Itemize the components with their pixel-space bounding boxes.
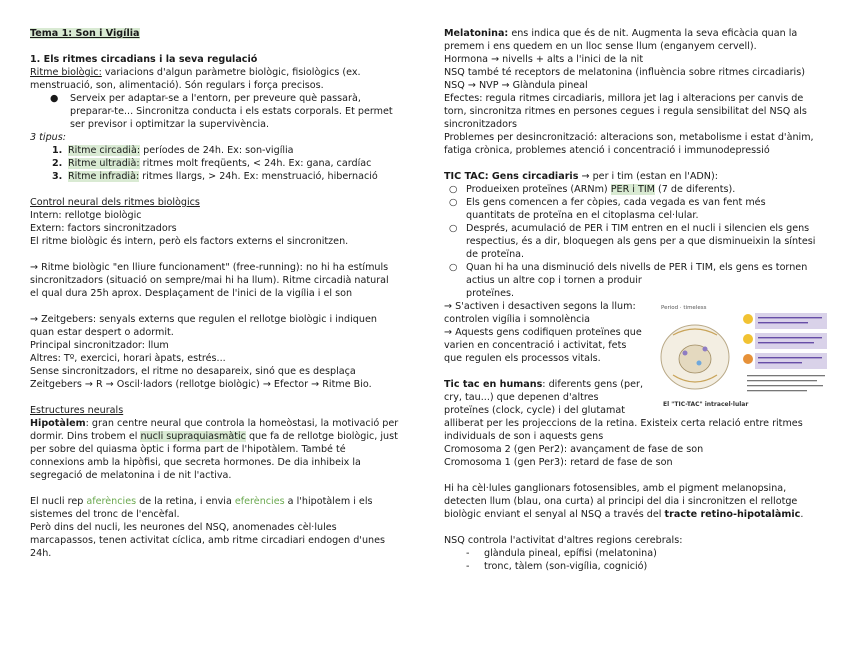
right-column <box>444 27 829 573</box>
step-box <box>755 353 827 369</box>
tic-tac-heading: TIC TAC: Gens circadiaris → per i tim (estan en l'ADN): <box>444 171 718 182</box>
dash-bullet-icon: - <box>466 548 470 559</box>
text-line: detecten llum (blau, ona curta) al principi del dia i sincronitzen el rellotge <box>444 496 798 507</box>
figure-title: Period · timeless <box>661 305 707 311</box>
step-line <box>758 317 822 318</box>
step-marker <box>743 354 753 364</box>
left-column <box>30 27 410 560</box>
text-line: controlen vigília i somnolència <box>444 314 590 325</box>
type-name: Ritme circadià: <box>68 145 141 156</box>
hipotalem-line: Hipotàlem: gran centre neural que controla la homeòstasi, la motivació per <box>30 418 399 429</box>
list-item: ○ Després, acumulació de PER i TIM entren en el nucli i silencien els gens respectius, és a dir, bloquegen als gens per a que disminueixin la síntesi de proteïna. <box>449 223 816 260</box>
text-line: cry, tau...) que depenen d'altres <box>444 392 599 403</box>
text-line: torn, sincronitza ritmes en persones cegues i regula sensibilitat del NSQ als <box>444 106 807 117</box>
text-line: varien en concentració i activitat, fets <box>444 340 627 351</box>
text-line: menstruació, son, alimentació). Són regulars i força precisos. <box>30 80 324 91</box>
type-number: 1. <box>52 145 63 156</box>
type-item <box>30 170 410 183</box>
note-line <box>747 390 807 391</box>
type-item <box>30 157 410 170</box>
text-line: Intern: rellotge biològic <box>30 210 142 221</box>
text-line: Problemes per desincronització: alteracions son, metabolisme i estat d'ànim, <box>444 132 814 143</box>
note-line <box>747 385 823 386</box>
text-line: dormir. Dins trobem el nucli supraquiasmàtic que fa de rellotge biològic, just <box>30 431 398 442</box>
text-line: Altres: Tº, exercici, horari àpats, estrés... <box>30 353 226 364</box>
list-item: ○ Els gens comencen a fer còpies, cada vegada es van fent més quantitats de proteïna en el citoplasma cel·lular. <box>449 197 766 221</box>
melatonina-line: Melatonina: ens indica que és de nit. Augmenta la seva eficàcia quan la <box>444 28 798 39</box>
text-line: que regulen els processos vitals. <box>444 353 601 364</box>
nucli-line: El nucli rep aferències de la retina, i envia eferències a l'hipotàlem i els <box>30 496 373 507</box>
tic-tac-figure <box>655 305 830 410</box>
text-line: el qual dura 25h aprox. Desplaçament de l'inici de la vigília i el son <box>30 288 353 299</box>
text-line: NSQ → NVP → Glàndula pineal <box>444 80 588 91</box>
text-line: premem i ens quedem en un lloc sense llum (enganyem cervell). <box>444 41 757 52</box>
text-line: Però dins del nucli, les neurones del NSQ, anomenades cèl·lules <box>30 522 337 533</box>
ritme-biologic-line: Ritme biològic: variacions d'algun paràmetre biològic, fisiològics (ex. <box>30 67 361 78</box>
nsq-item: - tronc, tàlem (son-vigília, cognició) <box>466 561 648 572</box>
type-desc: ritmes llargs, > 24h. Ex: menstruació, hibernació <box>139 171 378 182</box>
figure-caption: El "TIC-TAC" intracel·lular <box>663 401 749 408</box>
list-item: ○ Produeixen proteïnes (ARNm) PER i TIM (7 de diferents). <box>449 184 736 195</box>
type-number: 2. <box>52 158 63 169</box>
text-line: Cromosoma 2 (gen Per2): avançament de fase de son <box>444 444 704 455</box>
text-line: Extern: factors sincronitzadors <box>30 223 177 234</box>
list-item: ○ Quan hi ha una disminució dels nivells de PER i TIM, els gens es tornen actius un altre cop i tornen a produir proteïnes. <box>449 262 808 299</box>
step-line <box>758 357 822 358</box>
text-line: sistemes del tronc de l'encèfal. <box>30 509 180 520</box>
text-line: biològic enviant el senyal al NSQ a través del tracte retino-hipotalàmic. <box>444 509 804 520</box>
tipus-label: 3 tipus: <box>30 132 66 143</box>
step-line <box>758 342 814 343</box>
text-line: El ritme biològic és intern, però els factors externs el sincronitzen. <box>30 236 349 247</box>
activation-block <box>444 300 649 417</box>
text-line: sincronitzadors (situació on sempre/mai hi ha llum). Ritme circadià natural <box>30 275 389 286</box>
control-heading: Control neural dels ritmes biològics <box>30 197 200 208</box>
protein-dot <box>703 347 708 352</box>
text-line: per sobre del quiasma òptic i forma part de l'hipotàlem. També té <box>30 444 346 455</box>
section-heading: 1. Els ritmes circadians i la seva regulació <box>30 54 258 65</box>
circle-bullet-icon: ○ <box>449 197 458 208</box>
nsq-item: - glàndula pineal, epífisi (melatonina) <box>466 548 657 559</box>
circle-bullet-icon: ○ <box>449 262 458 273</box>
text-line: alliberat per les projeccions de la retina. Existeix certa relació entre ritmes <box>444 418 803 429</box>
note-line <box>747 380 817 381</box>
text-line: Sense sincronitzadors, el ritme no desapareix, sinó que es desplaça <box>30 366 356 377</box>
text-line: → Aquests gens codifiquen proteïnes que <box>444 327 642 338</box>
note-line <box>747 375 825 376</box>
figure-diagram <box>655 305 830 400</box>
step-line <box>758 322 808 323</box>
types-list <box>30 144 410 183</box>
type-name: Ritme infradià: <box>68 171 140 182</box>
text-line: → Ritme biològic "en lliure funcionament" (free-running): no hi ha estímuls <box>30 262 389 273</box>
step-box <box>755 313 827 329</box>
step-marker <box>743 334 753 344</box>
humans-line: Tic tac en humans: diferents gens (per, <box>444 379 643 390</box>
text-line: → Zeitgebers: senyals externs que regulen el rellotge biològic i indiquen <box>30 314 377 325</box>
text-line: Hormona → nivells + alts a l'inici de la nit <box>444 54 644 65</box>
estructures-heading: Estructures neurals <box>30 405 124 416</box>
circle-bullet-icon: ○ <box>449 223 458 234</box>
text-line: 24h. <box>30 548 52 559</box>
protein-dot <box>683 351 688 356</box>
text-line: Principal sincronitzador: llum <box>30 340 169 351</box>
text-line: connexions amb la hipòfisi, que secreta hormones. De dia inhibeix la <box>30 457 361 468</box>
type-number: 3. <box>52 171 63 182</box>
nsq-list <box>444 547 829 573</box>
step-line <box>758 337 822 338</box>
text-line: NSQ també té receptors de melatonina (influència sobre ritmes circadiaris) <box>444 67 805 78</box>
text-line: individuals de son i aquests gens <box>444 431 604 442</box>
text-line: marcapassos, tenen activitat cíclica, amb ritme circadiari endogen d'unes <box>30 535 386 546</box>
text-line: fatiga crònica, problemes atenció i concentració i immunodepressió <box>444 145 770 156</box>
type-desc: períodes de 24h. Ex: son-vigília <box>140 145 294 156</box>
type-desc: ritmes molt freqüents, < 24h. Ex: gana, cardíac <box>139 158 372 169</box>
text-line: Zeitgebers → R → Oscil·ladors (rellotge biològic) → Efector → Ritme Bio. <box>30 379 372 390</box>
text-line: proteïnes (clock, cycle) i del glutamat <box>444 405 626 416</box>
protein-dot <box>697 361 702 366</box>
text-line: NSQ controla l'activitat d'altres regions cerebrals: <box>444 535 683 546</box>
text-line: sincronitzadors <box>444 119 517 130</box>
step-line <box>758 362 802 363</box>
step-marker <box>743 314 753 324</box>
bullet-dot-icon: ● <box>50 93 59 104</box>
type-name: Ritme ultradià: <box>68 158 140 169</box>
dash-bullet-icon: - <box>466 561 470 572</box>
circle-bullet-icon: ○ <box>449 184 458 195</box>
text-line: Cromosoma 1 (gen Per3): retard de fase de son <box>444 457 673 468</box>
text-line: segregació de melatonina i de nit l'activa. <box>30 470 232 481</box>
doc-title: Tema 1: Son i Vigília <box>30 28 140 39</box>
type-item <box>30 144 410 157</box>
text-line: Hi ha cèl·lules ganglionars fotosensibles, amb el pigment melanopsina, <box>444 483 787 494</box>
bullet-item: ● Serveix per adaptar-se a l'entorn, per preveure què passarà, preparar-te... Sincronitza conducta i els estats corporals. Et permet ser previsor i optimitzar la supervivència. <box>50 93 393 130</box>
text-line: → S'activen i desactiven segons la llum: <box>444 301 636 312</box>
text-line: Efectes: regula ritmes circadiaris, millora jet lag i alteracions per canvis de <box>444 93 804 104</box>
step-box <box>755 333 827 349</box>
text-line: quan estar despert o adormit. <box>30 327 174 338</box>
